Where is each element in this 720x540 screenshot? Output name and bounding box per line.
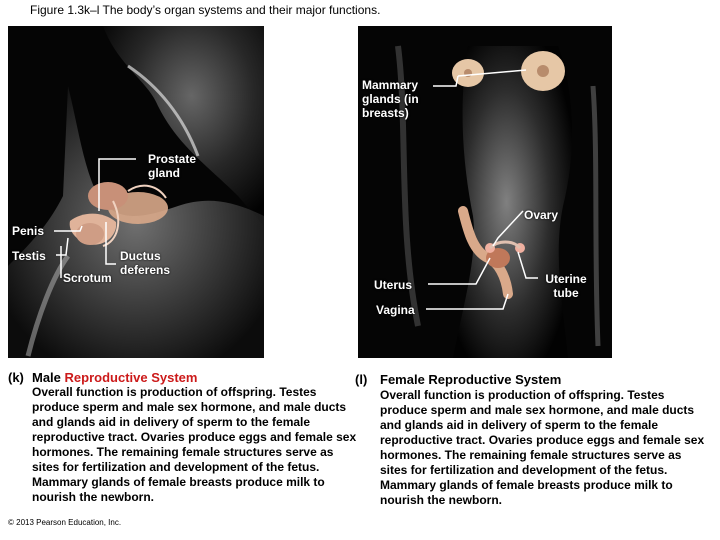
label-ductus-deferens: Ductus deferens (120, 249, 171, 277)
label-penis: Penis (12, 224, 45, 238)
label-scrotum: Scrotum (63, 271, 112, 285)
label-prostate-gland: Prostate gland (148, 152, 197, 180)
label-vagina: Vagina (376, 303, 415, 317)
figure-title: Figure 1.3k–l The body’s organ systems and their major functions. (30, 3, 381, 17)
label-testis: Testis (12, 249, 46, 263)
male-title-second: Reproductive System (64, 370, 198, 385)
label-uterus: Uterus (374, 278, 413, 292)
male-figure-illustration (8, 26, 264, 358)
female-description: Overall function is production of offspring. Testes produce sperm and male sex hormone, and male ducts and glands aid in delivery of sperm to the female reproductive tract. Ovaries produce eggs and female sex hormones. The remaining female structures serve as sites for fertilization and development of the fetus. Mammary glands of female breasts produce milk to nourish the newborn. (380, 388, 705, 507)
copyright-notice: © 2013 Pearson Education, Inc. (8, 518, 122, 527)
label-uterine-tube: Uterine tube (545, 272, 587, 300)
male-description: Overall function is production of offspring. Testes produce sperm and male sex hormone, and male ducts and glands aid in delivery of sperm to the female reproductive tract. Ovaries produce eggs and female sex hormones. The remaining female structures serve as sites for fertilization and development of the fetus. Mammary glands of female breasts produce milk to nourish the newborn. (32, 385, 357, 504)
male-system-title (32, 370, 197, 385)
female-photo-panel (358, 26, 612, 358)
panel-letter-k: (k) (8, 370, 24, 385)
male-title-first: Male (32, 370, 61, 385)
label-ovary: Ovary (524, 208, 559, 222)
panel-letter-l: (l) (355, 372, 368, 387)
label-mammary-glands: Mammary glands (in breasts) (362, 78, 419, 120)
female-system-title: Female Reproductive System (380, 372, 562, 387)
male-photo-panel (8, 26, 264, 358)
